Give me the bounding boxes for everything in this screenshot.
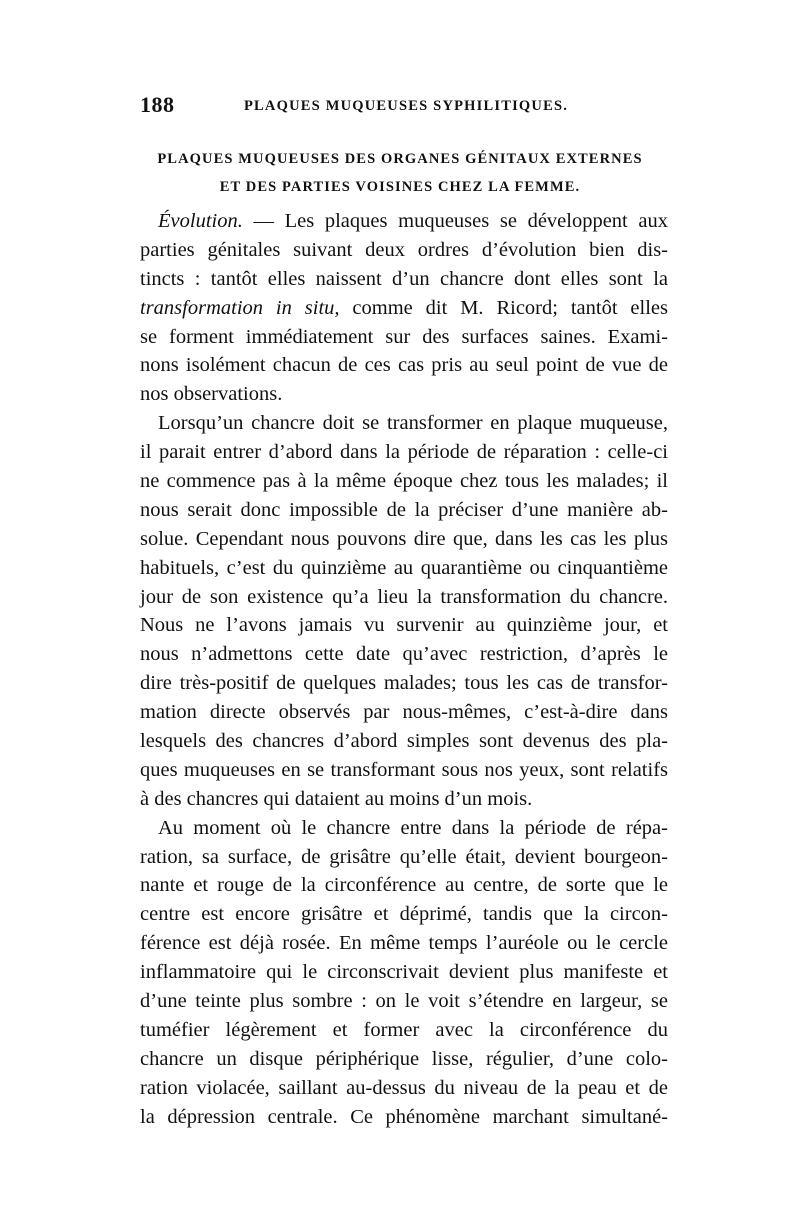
text-line: habituels, c’est du quinzième au quarantième ou cinquantième	[140, 556, 668, 579]
section-heading-line-2: ET DES PARTIES VOISINES CHEZ LA FEMME.	[219, 179, 581, 195]
run-in-heading: Évolution.	[158, 210, 243, 232]
text-line: se forment immédiatement sur des surfaces saines. Exami-	[140, 325, 668, 348]
text-line: il parait entrer d’abord dans la période de réparation : celle-ci	[140, 441, 668, 464]
text-line: nante et rouge de la circonférence au centre, de sorte que le	[140, 874, 668, 897]
text-line: ne commence pas à la même époque chez tous les malades; il	[140, 470, 668, 493]
text-line: jour de son existence qu’a lieu la transformation du chancre.	[140, 585, 668, 608]
text-line: inflammatoire qui le circonscrivait devient plus manifeste et	[140, 961, 668, 984]
text-line: mation directe observés par nous-mêmes, c’est-à-dire dans	[140, 701, 668, 724]
text-line: centre est encore grisâtre et déprimé, tandis que la circon-	[140, 903, 668, 926]
italic-phrase: transformation in situ,	[140, 296, 340, 319]
text-line: dire très-positif de quelques malades; tous les cas de transfor-	[140, 672, 668, 695]
text-line: parties génitales suivant deux ordres d’évolution bien dis-	[140, 238, 668, 261]
section-heading-line-1: PLAQUES MUQUEUSES DES ORGANES GÉNITAUX EXTERNES	[157, 151, 643, 167]
text-line: à des chancres qui dataient au moins d’un mois.	[140, 787, 533, 810]
text-line: la dépression centrale. Ce phénomène marchant simultané-	[140, 1105, 668, 1128]
text-line: Nous ne l’avons jamais vu survenir au quinzième jour, et	[140, 614, 668, 637]
paragraph-reparation	[140, 814, 668, 1132]
text-line: Lorsqu’un chancre doit se transformer en plaque muqueuse,	[158, 412, 668, 435]
text-line: ques muqueuses en se transformant sous nos yeux, sont relatifs	[140, 758, 668, 781]
section-heading	[140, 145, 660, 201]
line-text: comme dit M. Ricord; tantôt elles	[339, 296, 668, 319]
text-line: Au moment où le chancre entre dans la période de répa-	[158, 816, 668, 839]
paragraph-transformation	[140, 409, 668, 813]
text-line: tuméfier légèrement et former avec la circonférence du	[140, 1018, 668, 1041]
page-number: 188	[140, 92, 175, 117]
line-text: — Les plaques muqueuses se développent aux	[242, 210, 668, 232]
text-line: ration violacée, saillant au-dessus du niveau de la peau et de	[140, 1076, 668, 1099]
text-line: nous n’admettons cette date qu’avec restriction, d’après le	[140, 643, 668, 666]
text-line: d’une teinte plus sombre : on le voit s’étendre en largeur, se	[140, 990, 668, 1013]
text-line: nos observations.	[140, 383, 283, 406]
text-line: ration, sa surface, de grisâtre qu’elle était, devient bourgeon-	[140, 845, 668, 868]
text-line: lesquels des chancres d’abord simples sont devenus des pla-	[140, 730, 668, 753]
text-line: solue. Cependant nous pouvons dire que, dans les cas les plus	[140, 527, 668, 550]
text-line: férence est déjà rosée. En même temps l’auréole ou le cercle	[140, 932, 668, 955]
running-head	[140, 92, 660, 122]
running-title: PLAQUES MUQUEUSES SYPHILITIQUES.	[244, 98, 569, 114]
text-line	[140, 207, 668, 236]
text-line: chancre un disque périphérique lisse, régulier, d’une colo-	[140, 1047, 668, 1070]
text-line: nous serait donc impossible de la préciser d’une manière ab-	[140, 498, 668, 521]
text-line: nons isolément chacun de ces cas pris au seul point de vue de	[140, 354, 668, 377]
body-text	[140, 207, 668, 1132]
text-line	[140, 294, 668, 323]
text-line: tincts : tantôt elles naissent d’un chancre dont elles sont la	[140, 267, 668, 290]
paragraph-evolution	[140, 207, 668, 409]
